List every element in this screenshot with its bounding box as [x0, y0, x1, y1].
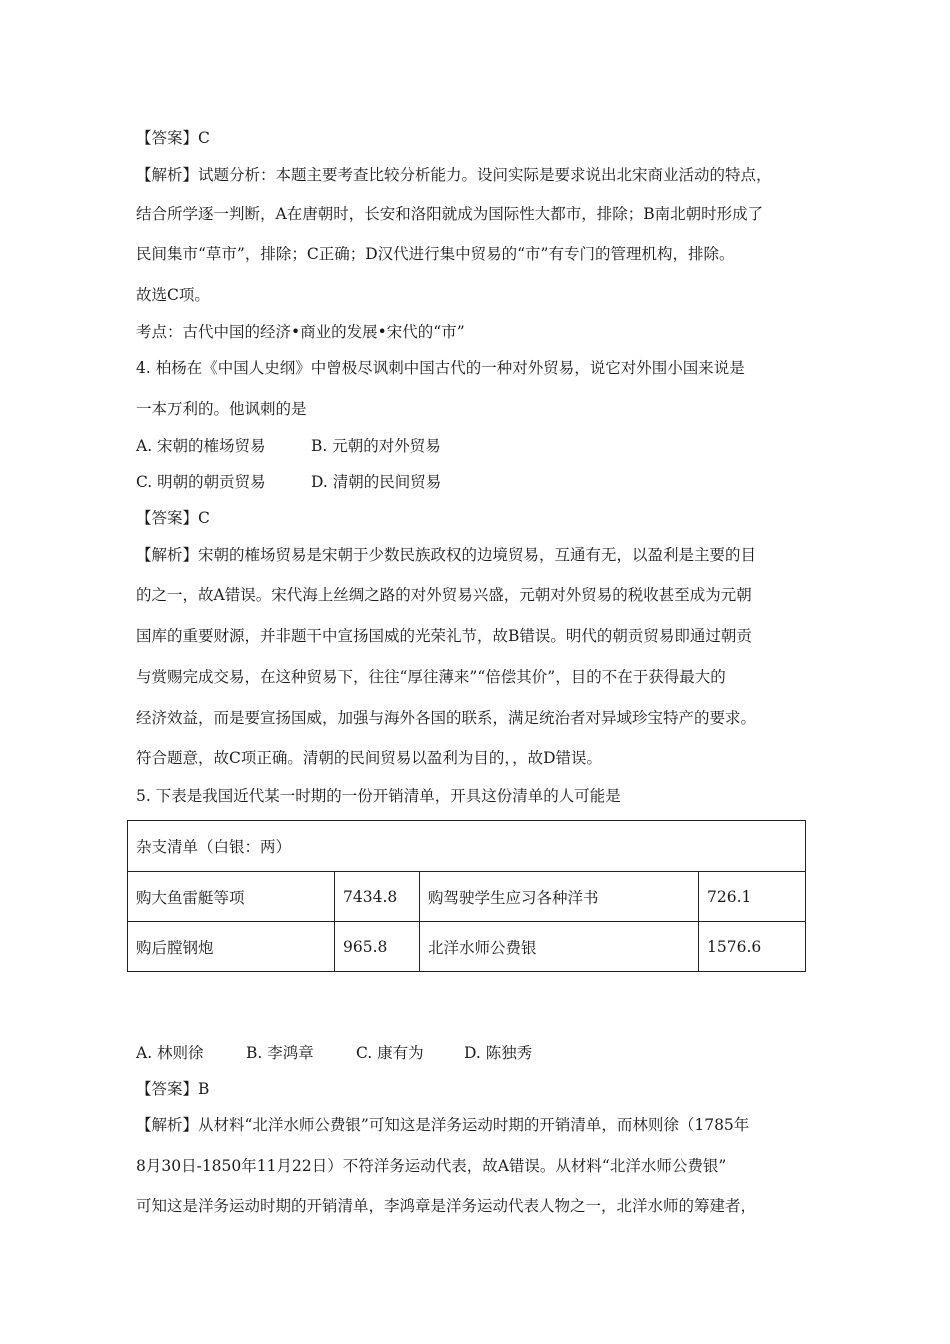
q4-analysis-line-4: 与赏赐完成交易，在这种贸易下，往往“厚往薄来”“倍偿其价”，目的不在于获得最大的: [136, 668, 726, 686]
table-cell: 726.1: [699, 872, 806, 922]
q5-options-row: [136, 1043, 532, 1063]
table-cell: 购大鱼雷艇等项: [128, 872, 335, 922]
q3-analysis-line-2: 结合所学逐一判断，A在唐朝时，长安和洛阳就成为国际性大都市，排除；B南北朝时形成了: [136, 205, 764, 223]
q3-analysis-line-4: 故选C项。: [136, 286, 210, 304]
table-cell: 7434.8: [335, 872, 420, 922]
q5-option-c: C. 康有为: [356, 1044, 424, 1062]
q4-answer: 【答案】C: [136, 509, 210, 527]
q4-analysis-line-6: 符合题意，故C项正确。清朝的民间贸易以盈利为目的，，故D错误。: [136, 749, 603, 767]
q3-analysis-line-3: 民间集市“草市”，排除；C正确；D汉代进行集中贸易的“市”有专门的管理机构，排除。: [136, 245, 735, 263]
q5-analysis-line-3: 可知这是洋务运动时期的开销清单，李鸿章是洋务运动代表人物之一，北洋水师的筹建者，: [136, 1197, 757, 1215]
q4-option-d: D. 清朝的民间贸易: [311, 473, 442, 491]
q4-option-c: C. 明朝的朝贡贸易: [136, 473, 266, 491]
q5-stem: 5. 下表是我国近代某一时期的一份开销清单，开具这份清单的人可能是: [136, 787, 621, 805]
q4-options-row-2: [136, 472, 441, 492]
expense-table: [127, 820, 806, 972]
q4-stem-line-2: 一本万利的。他讽刺的是: [136, 400, 307, 418]
table-row: [128, 872, 806, 922]
table-cell: 购驾驶学生应习各种洋书: [420, 872, 699, 922]
q4-analysis-line-2: 的之一，故A错误。宋代海上丝绸之路的对外贸易兴盛，元朝对外贸易的税收甚至成为元朝: [136, 586, 752, 604]
q4-options-row-1: [136, 436, 441, 456]
table-header: 杂支清单（白银：两）: [128, 821, 806, 872]
q4-analysis-line-1: 【解析】宋朝的榷场贸易是宋朝于少数民族政权的边境贸易，互通有无，以盈利是主要的目: [136, 546, 757, 564]
q4-analysis-line-3: 国库的重要财源，并非题干中宣扬国威的光荣礼节，故B错误。明代的朝贡贸易即通过朝贡: [136, 627, 752, 645]
q5-option-b: B. 李鸿章: [246, 1044, 314, 1062]
q4-analysis-line-5: 经济效益，而是要宣扬国威，加强与海外各国的联系，满足统治者对异域珍宝特产的要求。: [136, 709, 757, 727]
q4-stem-line-1: 4. 柏杨在《中国人史纲》中曾极尽讽刺中国古代的一种对外贸易，说它对外围小国来说是: [136, 359, 745, 377]
q5-analysis-line-2: 8月30日-1850年11月22日）不符洋务运动代表，故A错误。从材料“北洋水师公费银”: [136, 1157, 727, 1175]
q5-option-d: D. 陈独秀: [464, 1044, 533, 1062]
table-cell: 购后膛钢炮: [128, 922, 335, 972]
q3-kaodian: 考点：古代中国的经济•商业的发展•宋代的“市”: [136, 323, 465, 341]
q5-analysis-line-1: 【解析】从材料“北洋水师公费银”可知这是洋务运动时期的开销清单，而林则徐（1785年: [136, 1116, 750, 1134]
table-row: [128, 922, 806, 972]
q5-answer: 【答案】B: [136, 1080, 210, 1098]
q5-option-a: A. 林则徐: [136, 1044, 204, 1062]
q3-analysis-line-1: 【解析】试题分析：本题主要考查比较分析能力。设问实际是要求说出北宋商业活动的特点，: [136, 166, 772, 184]
q4-option-a: A. 宋朝的榷场贸易: [136, 437, 266, 455]
table-cell: 北洋水师公费银: [420, 922, 699, 972]
table-cell: 965.8: [335, 922, 420, 972]
q4-option-b: B. 元朝的对外贸易: [311, 437, 441, 455]
table-cell: 1576.6: [699, 922, 806, 972]
q3-answer: 【答案】C: [136, 129, 210, 147]
